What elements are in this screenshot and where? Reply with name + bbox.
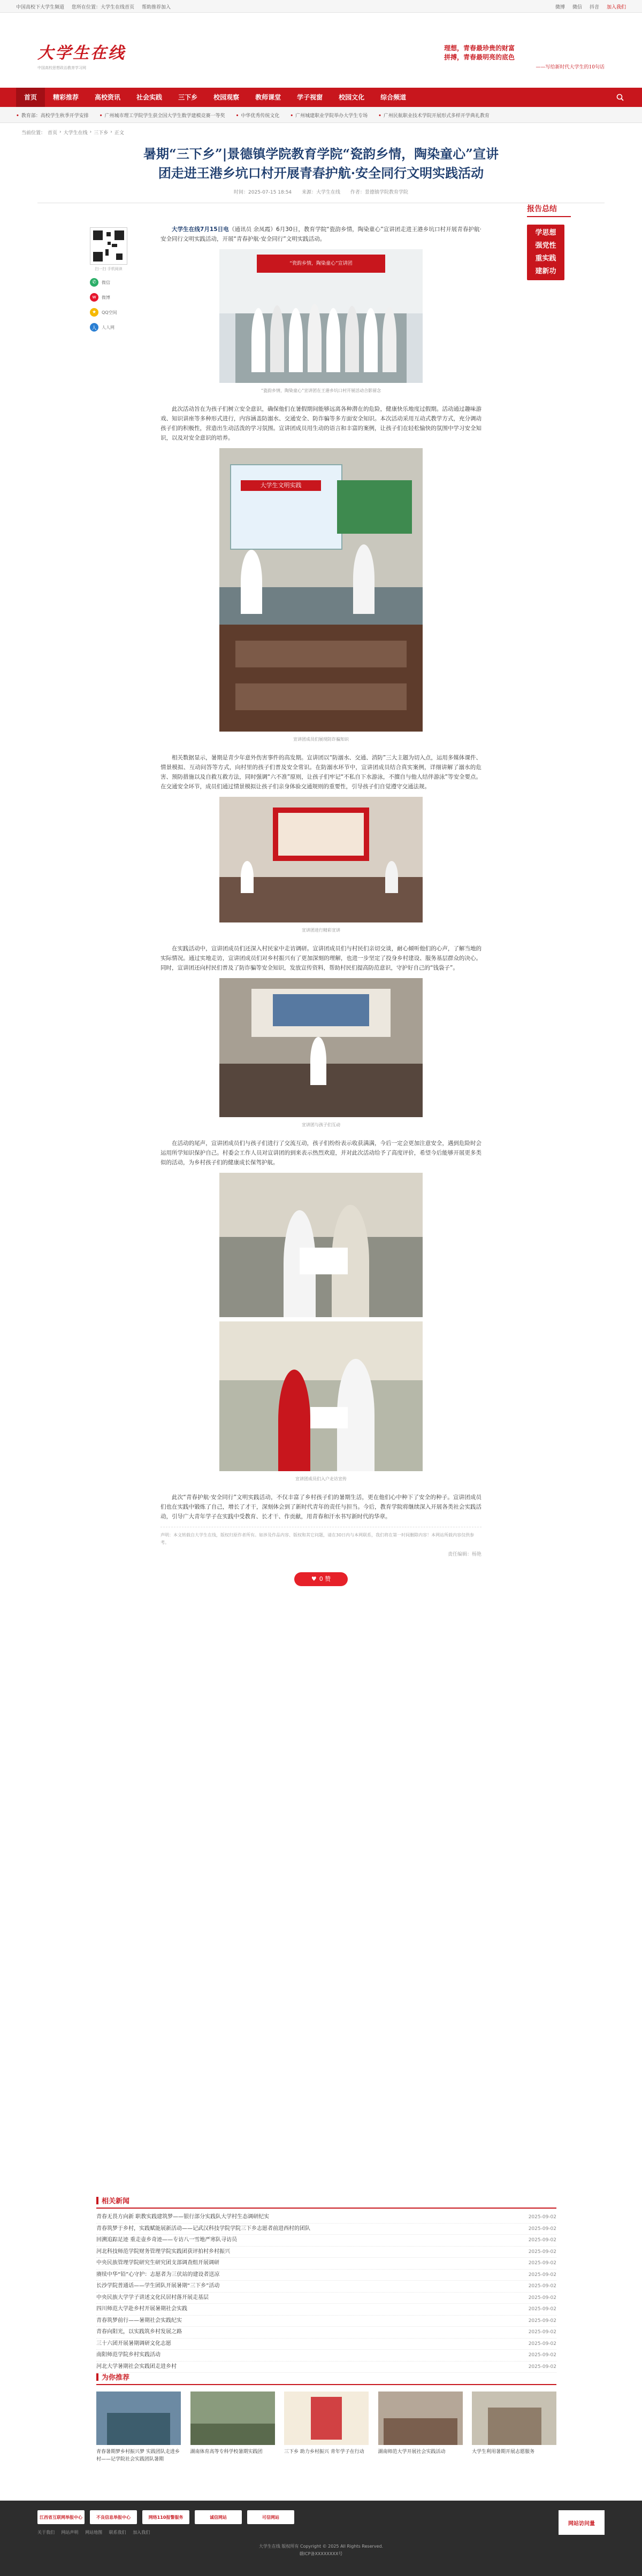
breadcrumb-channel[interactable]: 三下乡 — [94, 130, 109, 136]
photo-classroom — [219, 797, 423, 922]
list-item[interactable]: 青春无畏方向新 职教实践建筑梦——银行部分实践队大学村生态调研纪实 2025-09-02 — [96, 2212, 556, 2224]
nav-campus-watch[interactable]: 校园观察 — [213, 94, 240, 101]
sidebar-badge-stack[interactable]: 学思想 强党性 重实践 建新功 — [527, 225, 564, 280]
footer-link[interactable]: 联系我们 — [109, 2530, 126, 2535]
recommend-card[interactable]: 大学生利用暑期开展志愿服务 — [472, 2392, 556, 2471]
recommend-thumb — [284, 2392, 369, 2445]
recommend-card[interactable]: 青春暑期梦乡村振兴梦 实践团队走进乡村——记学院社会实践团队暑期 — [96, 2392, 181, 2471]
news-ticker — [0, 107, 642, 123]
photo-visit-home-1 — [219, 1173, 423, 1317]
logo-text: 大学生在线 — [37, 44, 126, 63]
list-item[interactable]: 中央民族大学学子讲述文化民居村落开展走基层 2025-09-02 — [96, 2293, 556, 2304]
nav-campus-news[interactable]: 高校资讯 — [95, 94, 121, 101]
heart-icon: ♥ — [311, 1575, 317, 1582]
breadcrumb-current: 正文 — [114, 130, 124, 136]
related-heading: 相关新闻 — [96, 2195, 556, 2209]
list-item[interactable]: 四川师范大学赴乡村开展暑期社会实践 2025-09-02 — [96, 2304, 556, 2316]
weibo-icon: w — [90, 293, 98, 302]
article-meta — [0, 188, 642, 195]
photo-caption: 宣讲团成员们入户走访宣传 — [295, 1477, 347, 1481]
topbar-douyin[interactable]: 抖音 — [589, 4, 599, 10]
list-item[interactable]: 青春筑梦前行——暑期社会实践纪实 2025-09-02 — [96, 2316, 556, 2327]
paragraph: 在实践活动中，宣讲团成员们还深入村民家中走访调研。宣讲团成员们与村民们亲切交谈，耐心倾听他们的心声，了解当地的实际情况。通过实地走访，宣讲团成员们对乡村振兴有了更加深刻的理解，也进一步坚定了投身乡村建设、服务基层群众的决心。同时，宣讲团还向村民们普及了防诈骗等安全知识，发放宣传资料，帮助村民们提高防范意识，守护好自己的“钱袋子”。 — [160, 945, 482, 971]
wechat-icon: ✆ — [90, 278, 98, 287]
recommend-card[interactable]: 三下乡 助力乡村振兴 青年学子在行动 — [284, 2392, 369, 2471]
recommend-thumb — [472, 2392, 556, 2445]
list-item[interactable]: 河北科技师范学院财务管理学院实践团获评拍村乡村振兴 2025-09-02 — [96, 2247, 556, 2258]
topbar-wechat[interactable]: 微信 — [572, 4, 582, 10]
right-sidebar — [527, 203, 575, 280]
recommend-card[interactable]: 湖南师范大学开展社会实践活动 — [378, 2392, 463, 2471]
ticker-item[interactable]: • 广州城市理工学院学生获全国大学生数学建模竞赛一等奖 — [99, 113, 225, 119]
nav-home[interactable]: 首页 — [16, 88, 45, 107]
qzone-icon: ★ — [90, 308, 98, 317]
breadcrumb: 当前位置： 首页 › 大学生在线 › 三下乡 › 正文 — [21, 129, 124, 136]
photo-caption: 宣讲团与孩子们互动 — [302, 1122, 340, 1127]
photo-group: “瓷韵乡情，陶染童心”宣讲团 — [219, 249, 423, 383]
title-line-1: 暑期“三下乡”|景德镇学院教育学院“瓷韵乡情，陶染童心”宣讲 — [143, 146, 499, 162]
related-list — [96, 2212, 556, 2373]
topbar-weibo[interactable]: 微博 — [555, 4, 565, 10]
footer-link[interactable]: 网站声明 — [61, 2530, 79, 2535]
site-logo[interactable] — [37, 40, 150, 74]
photo-kids-interaction — [219, 978, 423, 1117]
visit-counter: 网站访问量 — [559, 2510, 605, 2535]
topbar-join[interactable]: 加入我们 — [606, 4, 626, 10]
topbar-link[interactable]: 帮助推荐加入 — [142, 4, 171, 10]
photo-caption: 宣讲团成员们展现防诈骗知识 — [293, 737, 349, 742]
slogan-sub: ——写给新时代大学生的10句话 — [536, 65, 605, 70]
list-item[interactable]: 青春向阳光，以实践筑乡村发展之路 2025-09-02 — [96, 2327, 556, 2339]
photo-lecture-screen: 大学生文明实践 — [219, 448, 423, 732]
share-renren[interactable]: 人 人人网 — [90, 323, 133, 332]
ticker-item[interactable]: • 广州民航职业技术学院开展形式多样开学典礼教育 — [378, 113, 490, 119]
photo-caption: “瓷韵乡情，陶染童心”宣讲团在王港乡坑口村开展活动合影留念 — [261, 388, 381, 393]
nav-featured[interactable]: 精彩推荐 — [53, 94, 79, 101]
page-title — [54, 141, 588, 183]
footer-badge[interactable]: 江西省互联网举报中心 — [37, 2510, 85, 2524]
list-item[interactable]: 长沙学院普通话——学生团队开展暑期“三下乡”活动 2025-09-02 — [96, 2281, 556, 2293]
photo-visit-home-2 — [219, 1321, 423, 1471]
site-header — [0, 13, 642, 88]
header-slogan — [444, 44, 605, 72]
nav-teacher-class[interactable]: 教师课堂 — [255, 94, 281, 101]
article-body — [160, 225, 482, 1586]
related-news — [96, 2195, 556, 2373]
list-item[interactable]: 河北大学暑期社会实践团走进乡村 2025-09-02 — [96, 2362, 556, 2373]
footer-badge[interactable]: 不良信息举报中心 — [90, 2510, 137, 2524]
list-item[interactable]: 南阳师范学院乡村实践活动 2025-09-02 — [96, 2350, 556, 2362]
logo-subtitle: 中国高校思想政治教育学习网 — [37, 66, 86, 70]
topbar-link[interactable]: 您所在位置：大学生在线首页 — [72, 4, 135, 10]
ticker-item[interactable]: • 中华优秀传统文化 — [235, 113, 280, 119]
nav-social-practice[interactable]: 社会实践 — [136, 94, 163, 101]
search-icon[interactable] — [614, 91, 626, 103]
paragraph: 相关数据显示，暑期是青少年意外伤害事件的高发期。宣讲团以“防溺水、交通、消防”三大主题为切入点，运用多媒体课件、情景模拟、互动问答等方式，向村里的孩子们普及安全常识。在防溺水环节中，宣讲团成员结合真实案例，详细讲解了溺水的危害、预防措施以及自救互救方法，同时强调“六不准”原则，让孩子们牢记“不私自下水游泳，不擅自与他人结伴游泳”等安全要点。在交通安全环节，成员们通过情景模拟让孩子们亲身体验交通规则的重要性，引导孩子们自觉遵守交通法规。 — [160, 755, 482, 790]
paragraph: 此次活动旨在为孩子们树立安全意识，确保他们在暑假期间能够远离各种潜在的危险，健康快乐地度过假期。活动通过趣味游戏、知识讲座等多种形式进行，内容涵盖防溺水、交通安全、防诈骗等多方面安全知识。本次活动采用互动式教学方式，充分调动孩子们的积极性，营造出生动活泼的学习氛围。宣讲团成员用生动的语言和丰富的案例，让孩子们在轻松愉快的氛围中学习安全知识，以及对安全意识的培养。 — [160, 406, 482, 441]
meta-author: 作者：景德镇学院教育学院 — [350, 190, 408, 195]
list-item[interactable]: 回溯追踪足迹 重走壶乡奇迹——专访八一雪地严寒队寻访员 2025-09-02 — [96, 2235, 556, 2247]
footer-link[interactable]: 关于我们 — [37, 2530, 55, 2535]
share-panel — [90, 227, 133, 332]
recommend-thumb — [378, 2392, 463, 2445]
share-wechat[interactable]: ✆ 微信 — [90, 278, 133, 287]
ticker-item[interactable]: • 广州城建职业学院举办大学生专场 — [290, 113, 368, 119]
slogan-line-2: 拼搏，青春最明亮的底色 — [444, 53, 515, 61]
recommend-section — [96, 2372, 556, 2471]
copyright-notice: 声明：本文转载自大学生在线，版权归原作者所有。如涉及作品内容、版权和其它问题，请在30日内与本网联系，我们将在第一时间删除内容！本网站所载内容仅供参考。 — [160, 1527, 482, 1547]
article-area — [0, 205, 642, 2471]
nav-student-window[interactable]: 学子视窗 — [297, 94, 323, 101]
icp-number[interactable]: 赣ICP备XXXXXXXX号 — [299, 2551, 343, 2556]
top-bar — [0, 0, 642, 13]
footer-link[interactable]: 网站地图 — [85, 2530, 103, 2535]
footer-badge[interactable]: 诚信网站 — [195, 2510, 242, 2524]
share-weibo[interactable]: w 微博 — [90, 293, 133, 302]
qr-label: 扫一扫 手机阅读 — [95, 267, 123, 271]
meta-time: 时间：2025-07-15 18:54 — [234, 190, 292, 195]
list-item[interactable]: 青春筑梦于乡村，实践赋能展新活动——记武汉科技学院学院三下乡志愿者前进西村的团队 2025-09-02 — [96, 2224, 556, 2235]
qr-code — [90, 227, 127, 265]
site-footer — [0, 2501, 642, 2576]
recommend-card[interactable]: 湖南体育高等专科学校暑期实践团 — [190, 2392, 275, 2471]
main-nav — [0, 88, 642, 107]
list-item[interactable]: 赓续中华“铅”心守护：志愿者为三伏站的建设者送凉 2025-09-02 — [96, 2270, 556, 2281]
share-qzone[interactable]: ★ QQ空间 — [90, 308, 133, 317]
footer-badge[interactable]: 可信网站 — [247, 2510, 294, 2524]
nav-campus-culture[interactable]: 校园文化 — [339, 94, 365, 101]
copyright: 大学生在线 版权所有 Copyright © 2025 All Rights Reserved. — [258, 2544, 384, 2549]
footer-badge[interactable]: 网络110报警服务 — [142, 2510, 189, 2524]
list-item[interactable]: 三十六团开展暑期调研文化志愿 2025-09-02 — [96, 2339, 556, 2350]
list-item[interactable]: 中央民族管理学院研究生研究团支部调查组开展调研 2025-09-02 — [96, 2258, 556, 2270]
ticker-item[interactable]: • 教育部：高校学生秋季开学安排 — [16, 113, 89, 119]
sidebar-heading: 报告总结 — [527, 203, 571, 217]
lead-paragraph: 大学生在线7月15日电（通讯员 余凤霞）6月30日，教育学院“瓷韵乡情，陶染童心”宣讲团走进王港乡坑口村开展青春护航·安全同行文明实践活动，开展“青春护航·安全同行”文明实践活动。 — [160, 226, 482, 242]
nav-sanxiaxiang[interactable]: 三下乡 — [178, 94, 198, 101]
editor-name: 责任编辑：杨艳 — [447, 1552, 482, 1557]
breadcrumb-label: 当前位置： — [21, 130, 46, 136]
recommend-thumb — [96, 2392, 181, 2445]
recommend-thumb — [190, 2392, 275, 2445]
paragraph: 此次“青春护航·安全同行”文明实践活动，不仅丰富了乡村孩子们的暑期生活，更在他们心中种下了安全的种子。宣讲团成员们也在实践中锻炼了自己，增长了才干，深刻体会到了新时代青年的责任与担当。今后，教育学院将继续深入开展各类社会实践活动，引导广大青年学子在实践中受教育、长才干、作贡献，用青春和汗水书写新时代的华章。 — [160, 1494, 482, 1520]
renren-icon: 人 — [90, 323, 98, 332]
title-line-2: 团走进王港乡坑口村开展青春护航·安全同行文明实践活动 — [158, 165, 484, 181]
paragraph: 在活动的尾声，宣讲团成员们与孩子们进行了交流互动，孩子们纷纷表示收获满满，今后一定会更加注意安全，遇到危险时会运用所学知识保护自己。村委会工作人员对宣讲团的到来表示热烈欢迎，并对此次活动给予了高度评价，希望今后能够开展更多类似的活动，为乡村孩子们的健康成长保驾护航。 — [160, 1140, 482, 1166]
breadcrumb-site[interactable]: 大学生在线 — [63, 130, 88, 136]
nav-general[interactable]: 综合频道 — [380, 94, 407, 101]
breadcrumb-home[interactable]: 首页 — [48, 130, 58, 136]
photo-caption: 宣讲团进行精彩宣讲 — [302, 928, 340, 933]
recommend-heading: 为你推荐 — [96, 2372, 556, 2385]
slogan-line-1: 理想，青春最珍贵的财富 — [444, 44, 515, 52]
footer-link[interactable]: 加入我们 — [133, 2530, 150, 2535]
topbar-link[interactable]: 中国高校下大学生频道 — [16, 4, 65, 10]
like-button[interactable]: ♥ 0 赞 — [294, 1572, 348, 1586]
meta-source: 来源：大学生在线 — [302, 190, 341, 195]
